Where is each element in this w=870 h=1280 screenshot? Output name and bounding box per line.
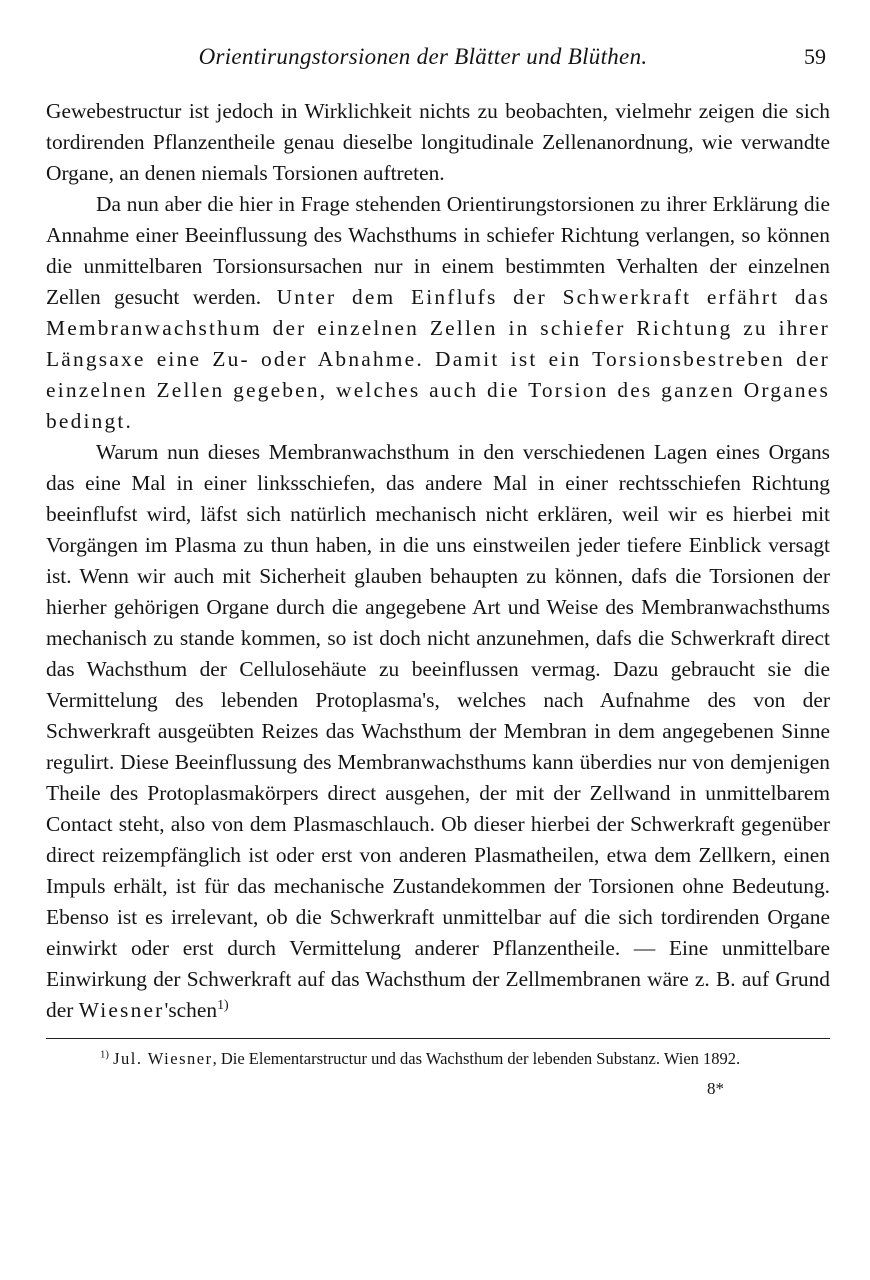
- paragraph-torsion-causes: [46, 189, 830, 437]
- emphasized-passage: Unter dem Einflufs der Schwerkraft erfährt das Membranwachsthum der einzelnen Zellen in schiefer Richtung zu ihrer Längsaxe eine Zu- oder Abnahme. Damit ist ein Torsionsbestreben der einzelnen Zellen gegeben, welches auch die Torsion des ganzen Organes bedingt.: [46, 285, 830, 433]
- signature-mark: 8*: [707, 1079, 724, 1098]
- paragraph-text: Warum nun dieses Membranwachsthum in den verschiedenen Lagen eines Organs das eine Mal in einer linksschiefen, das andere Mal in einer rechtsschiefen Richtung beeinflufst wird, läfst sich natürlich mechanisch nicht erklären, weil wir es hierbei mit Vorgängen im Plasma zu thun haben, in die uns einstweilen jeder tiefere Einblick versagt ist. Wenn wir auch mit Sicherheit glauben behaupten zu können, dafs die Torsionen der hierher gehörigen Organe durch die angegebene Art und Weise des Membranwachsthums mechanisch zu stande kommen, so ist doch nicht anzunehmen, dafs die Schwerkraft direct das Wachsthum der Cellulosehäute zu beeinflussen vermag. Dazu gebraucht sie die Vermittelung des lebenden Protoplasma's, welches nach Aufnahme des von der Schwerkraft ausgeübten Reizes das Wachsthum der Membran in dem angegebenen Sinne regulirt. Diese Beeinflussung des Membranwachsthums kann überdies nur von demjenigen Theile des Protoplasmakörpers direct ausgehen, der mit der Zellwand in unmittelbarem Contact steht, also von dem Plasmaschlauch. Ob dieser hierbei der Schwerkraft gegenüber direct reizempfänglich ist oder erst von anderen Plasmatheilen, etwa dem Zellkern, einen Impuls erhält, ist für das mechanische Zustandekommen der Torsionen ohne Bedeutung. Ebenso ist es irrelevant, ob die Schwerkraft unmittelbar auf die sich tordirenden Organe einwirkt oder erst durch Vermittelung anderer Pflanzentheile. — Eine unmittelbare Einwirkung der Schwerkraft auf das Wachsthum der Zellmembranen wäre z. B. auf Grund der: [46, 440, 830, 1022]
- footnote-reference: 1): [217, 997, 229, 1013]
- paragraph-text: Da nun aber die hier in Frage stehenden Orientirungstorsionen zu ihrer Erklärung die Annahme einer Beeinflussung des Wachsthums in schiefer Richtung verlangen, so können die unmittelbaren Torsionsursachen nur in einem bestimmten Verhalten der einzelnen Zellen gesucht werden.: [46, 192, 830, 309]
- paragraph-text: Gewebestructur ist jedoch in Wirklichkeit nichts zu beobachten, vielmehr zeigen die sich tordirenden Pflanzentheile genau dieselbe longitudinale Zellenanordnung, wie verwandte Organe, an denen niemals Torsionen auftreten.: [46, 99, 830, 185]
- paragraph-continuation: [46, 96, 830, 189]
- running-title: Orientirungstorsionen der Blätter und Blüthen.: [198, 44, 648, 69]
- book-page: [46, 40, 830, 1099]
- cited-author: Wiesner: [78, 998, 165, 1022]
- footnote-1: [46, 1045, 830, 1073]
- footnote-author: Jul. Wiesner: [113, 1049, 213, 1068]
- author-suffix: 'schen: [164, 998, 218, 1022]
- footnote-marker: 1): [100, 1048, 109, 1061]
- body-text: [46, 96, 830, 1026]
- footnotes: [46, 1045, 830, 1073]
- page-number: 59: [804, 44, 826, 69]
- footnote-text: , Die Elementarstructur und das Wachsthum der lebenden Substanz. Wien 1892.: [212, 1049, 741, 1068]
- running-head: [46, 40, 830, 80]
- paragraph-membrane-growth: [46, 437, 830, 1026]
- footnote-divider: [46, 1038, 830, 1039]
